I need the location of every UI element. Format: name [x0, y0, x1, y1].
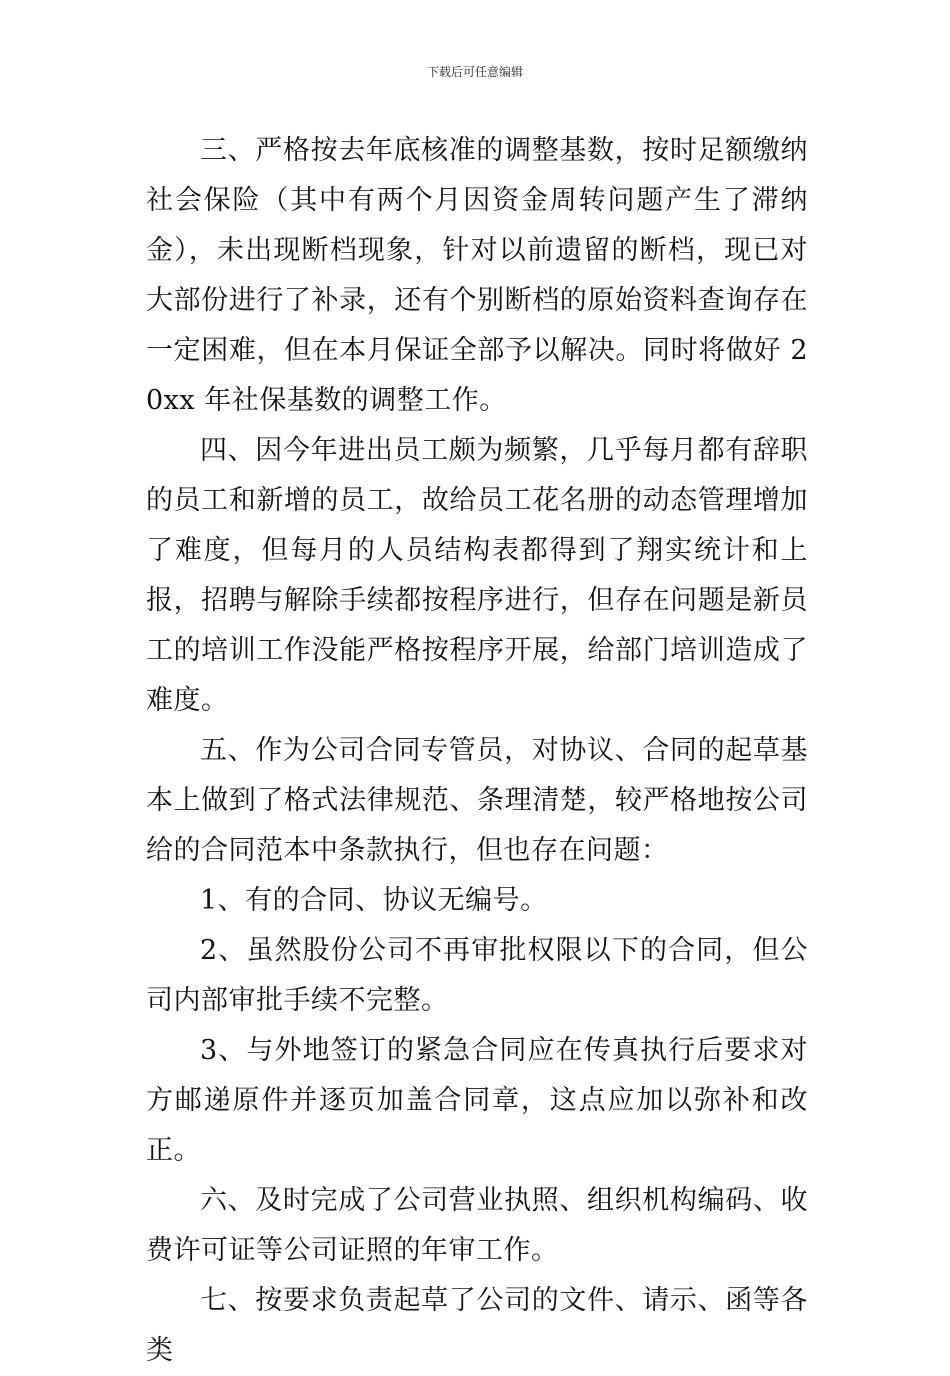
- list-item-1: 1、有的合同、协议无编号。: [200, 885, 548, 916]
- paragraph-section-4: 四、因今年进出员工颇为频繁，几乎每月都有辞职的员工和新增的员工，故给员工花名册的动态管理增加了难度，但每月的人员结构表都得到了翔实统计和上报，招聘与解除手续都按程序进行，但存在问题是新员工的培训工作没能严格按程序开展，给部门培训造成了难度。: [146, 435, 808, 716]
- paragraph-section-7: 七、按要求负责起草了公司的文件、请示、函等各类: [146, 1285, 808, 1366]
- list-item-2: 2、虽然股份公司不再审批权限以下的合同，但公司内部审批手续不完整。: [146, 935, 808, 1016]
- list-item-3: 3、与外地签订的紧急合同应在传真执行后要求对方邮递原件并逐页加盖合同章，这点应加以弥补和改正。: [146, 1035, 808, 1166]
- page-header: 下载后可任意编辑: [426, 65, 523, 79]
- paragraph-section-5: 五、作为公司合同专管员，对协议、合同的起草基本上做到了格式法律规范、条理清楚，较严格地按公司给的合同范本中条款执行，但也存在问题：: [146, 735, 808, 866]
- paragraph-section-6: 六、及时完成了公司营业执照、组织机构编码、收费许可证等公司证照的年审工作。: [146, 1185, 808, 1266]
- document-body: [146, 126, 808, 1376]
- paragraph-section-3: 三、严格按去年底核准的调整基数，按时足额缴纳社会保险（其中有两个月因资金周转问题产生了滞纳金），未出现断档现象，针对以前遗留的断档，现已对大部份进行了补录，还有个别断档的原始资料查询存在一定困难，但在本月保证全部予以解决。同时将做好 20xx 年社保基数的调整工作。: [146, 135, 808, 416]
